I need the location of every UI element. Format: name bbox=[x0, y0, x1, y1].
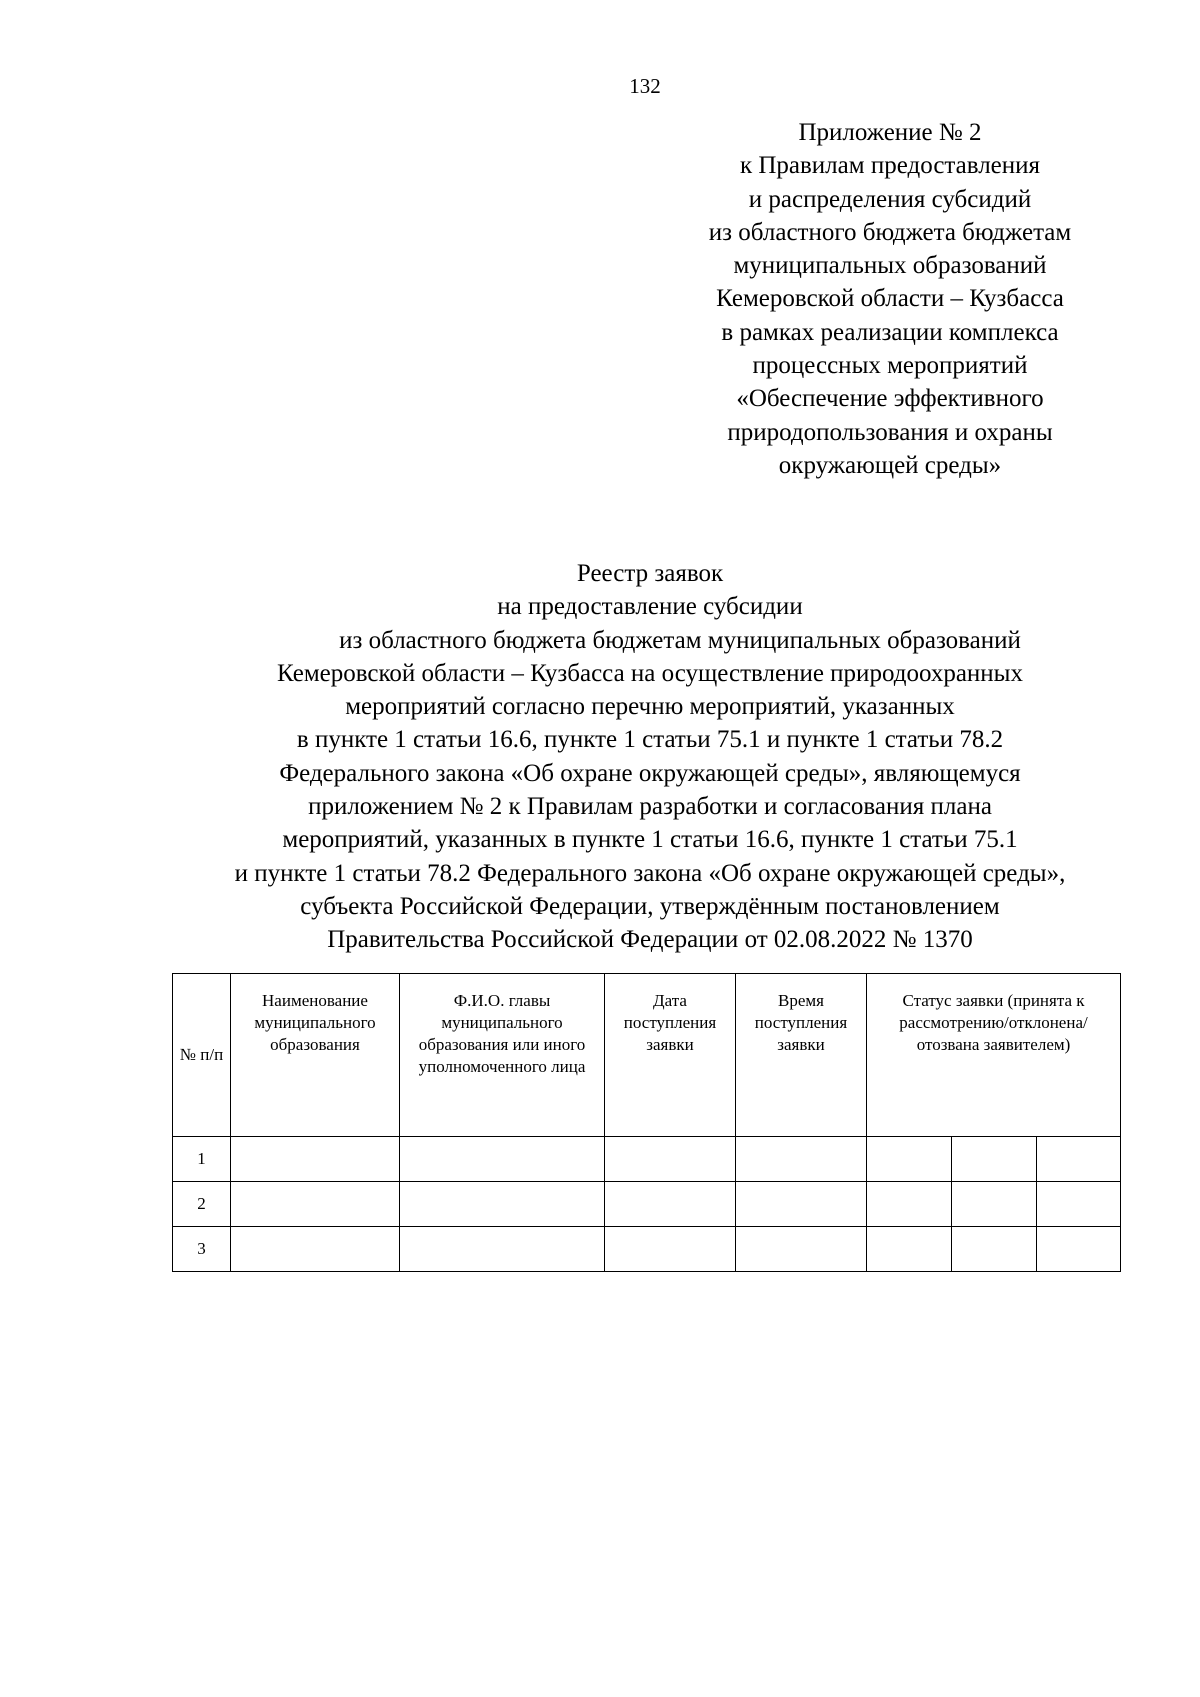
cell-time bbox=[736, 1137, 867, 1182]
header-time: Время поступления заявки bbox=[736, 974, 867, 1137]
cell-time bbox=[736, 1227, 867, 1272]
row-number: 3 bbox=[173, 1227, 231, 1272]
registry-title-line: приложением № 2 к Правилам разработки и согласования плана bbox=[308, 793, 992, 821]
header-number: № п/п bbox=[173, 974, 231, 1137]
header-date: Дата поступления заявки bbox=[605, 974, 736, 1137]
cell-head-name bbox=[400, 1182, 605, 1227]
registry-title-line: Реестр заявок bbox=[576, 560, 724, 587]
registry-title bbox=[150, 557, 1150, 957]
registry-title-line: в пункте 1 статьи 16.6, пункте 1 статьи 75.1 и пункте 1 статьи 78.2 bbox=[296, 726, 1004, 754]
registry-title-line: Федерального закона «Об охране окружающей среды», являющемуся bbox=[279, 759, 1021, 787]
registry-title-line: мероприятий, указанных в пункте 1 статьи 16.6, пункте 1 статьи 75.1 bbox=[282, 826, 1018, 854]
appendix-line: «Обеспечение эффективного bbox=[736, 385, 1044, 413]
registry-title-line: субъекта Российской Федерации, утверждённым постановлением bbox=[300, 892, 1000, 920]
appendix-line: в рамках реализации комплекса bbox=[721, 318, 1059, 346]
row-number: 2 bbox=[173, 1182, 231, 1227]
registry-title-line: из областного бюджета бюджетам муниципальных образований bbox=[339, 626, 1021, 654]
registry-table bbox=[172, 973, 1121, 1272]
table-header-row bbox=[173, 974, 1121, 1137]
cell-status-rejected bbox=[952, 1137, 1037, 1182]
cell-date bbox=[605, 1227, 736, 1272]
registry-title-line: мероприятий согласно перечню мероприятий, указанных bbox=[345, 693, 955, 721]
registry-title-line: на предоставление субсидии bbox=[497, 593, 803, 621]
cell-head-name bbox=[400, 1227, 605, 1272]
appendix-line: окружающей среды» bbox=[778, 451, 1002, 479]
header-head-name: Ф.И.О. главы муниципального образования или иного уполномоченного лица bbox=[400, 974, 605, 1137]
cell-municipality bbox=[231, 1137, 400, 1182]
cell-head-name bbox=[400, 1137, 605, 1182]
cell-status-accepted bbox=[867, 1182, 952, 1227]
appendix-line: Кемеровской области – Кузбасса bbox=[716, 285, 1064, 313]
cell-municipality bbox=[231, 1182, 400, 1227]
cell-status-accepted bbox=[867, 1137, 952, 1182]
cell-time bbox=[736, 1182, 867, 1227]
appendix-line: и распределения субсидий bbox=[748, 185, 1032, 213]
cell-status-withdrawn bbox=[1037, 1137, 1121, 1182]
page-number: 132 bbox=[629, 74, 661, 98]
appendix-line: к Правилам предоставления bbox=[739, 152, 1041, 180]
cell-status-rejected bbox=[952, 1227, 1037, 1272]
cell-date bbox=[605, 1137, 736, 1182]
row-number: 1 bbox=[173, 1137, 231, 1182]
cell-status-accepted bbox=[867, 1227, 952, 1272]
registry-title-line: Кемеровской области – Кузбасса на осуществление природоохранных bbox=[277, 659, 1023, 687]
registry-title-line: Правительства Российской Федерации от 02.08.2022 № 1370 bbox=[327, 926, 973, 954]
appendix-line: процессных мероприятий bbox=[752, 352, 1028, 380]
appendix-line: муниципальных образований bbox=[733, 252, 1047, 280]
appendix-line: из областного бюджета бюджетам bbox=[708, 218, 1072, 246]
table-row bbox=[173, 1137, 1121, 1182]
appendix-line: Приложение № 2 bbox=[798, 119, 982, 146]
table-row bbox=[173, 1227, 1121, 1272]
cell-status-withdrawn bbox=[1037, 1227, 1121, 1272]
appendix-line: природопользования и охраны bbox=[727, 418, 1053, 446]
cell-status-withdrawn bbox=[1037, 1182, 1121, 1227]
registry-title-line: и пункте 1 статьи 78.2 Федерального закона «Об охране окружающей среды», bbox=[234, 859, 1066, 887]
header-municipality: Наименование муниципального образования bbox=[231, 974, 400, 1137]
cell-date bbox=[605, 1182, 736, 1227]
cell-municipality bbox=[231, 1227, 400, 1272]
cell-status-rejected bbox=[952, 1182, 1037, 1227]
table-row bbox=[173, 1182, 1121, 1227]
appendix-header bbox=[660, 116, 1120, 482]
header-status: Статус заявки (принята к рассмотрению/отклонена/ отозвана заявителем) bbox=[867, 974, 1121, 1137]
